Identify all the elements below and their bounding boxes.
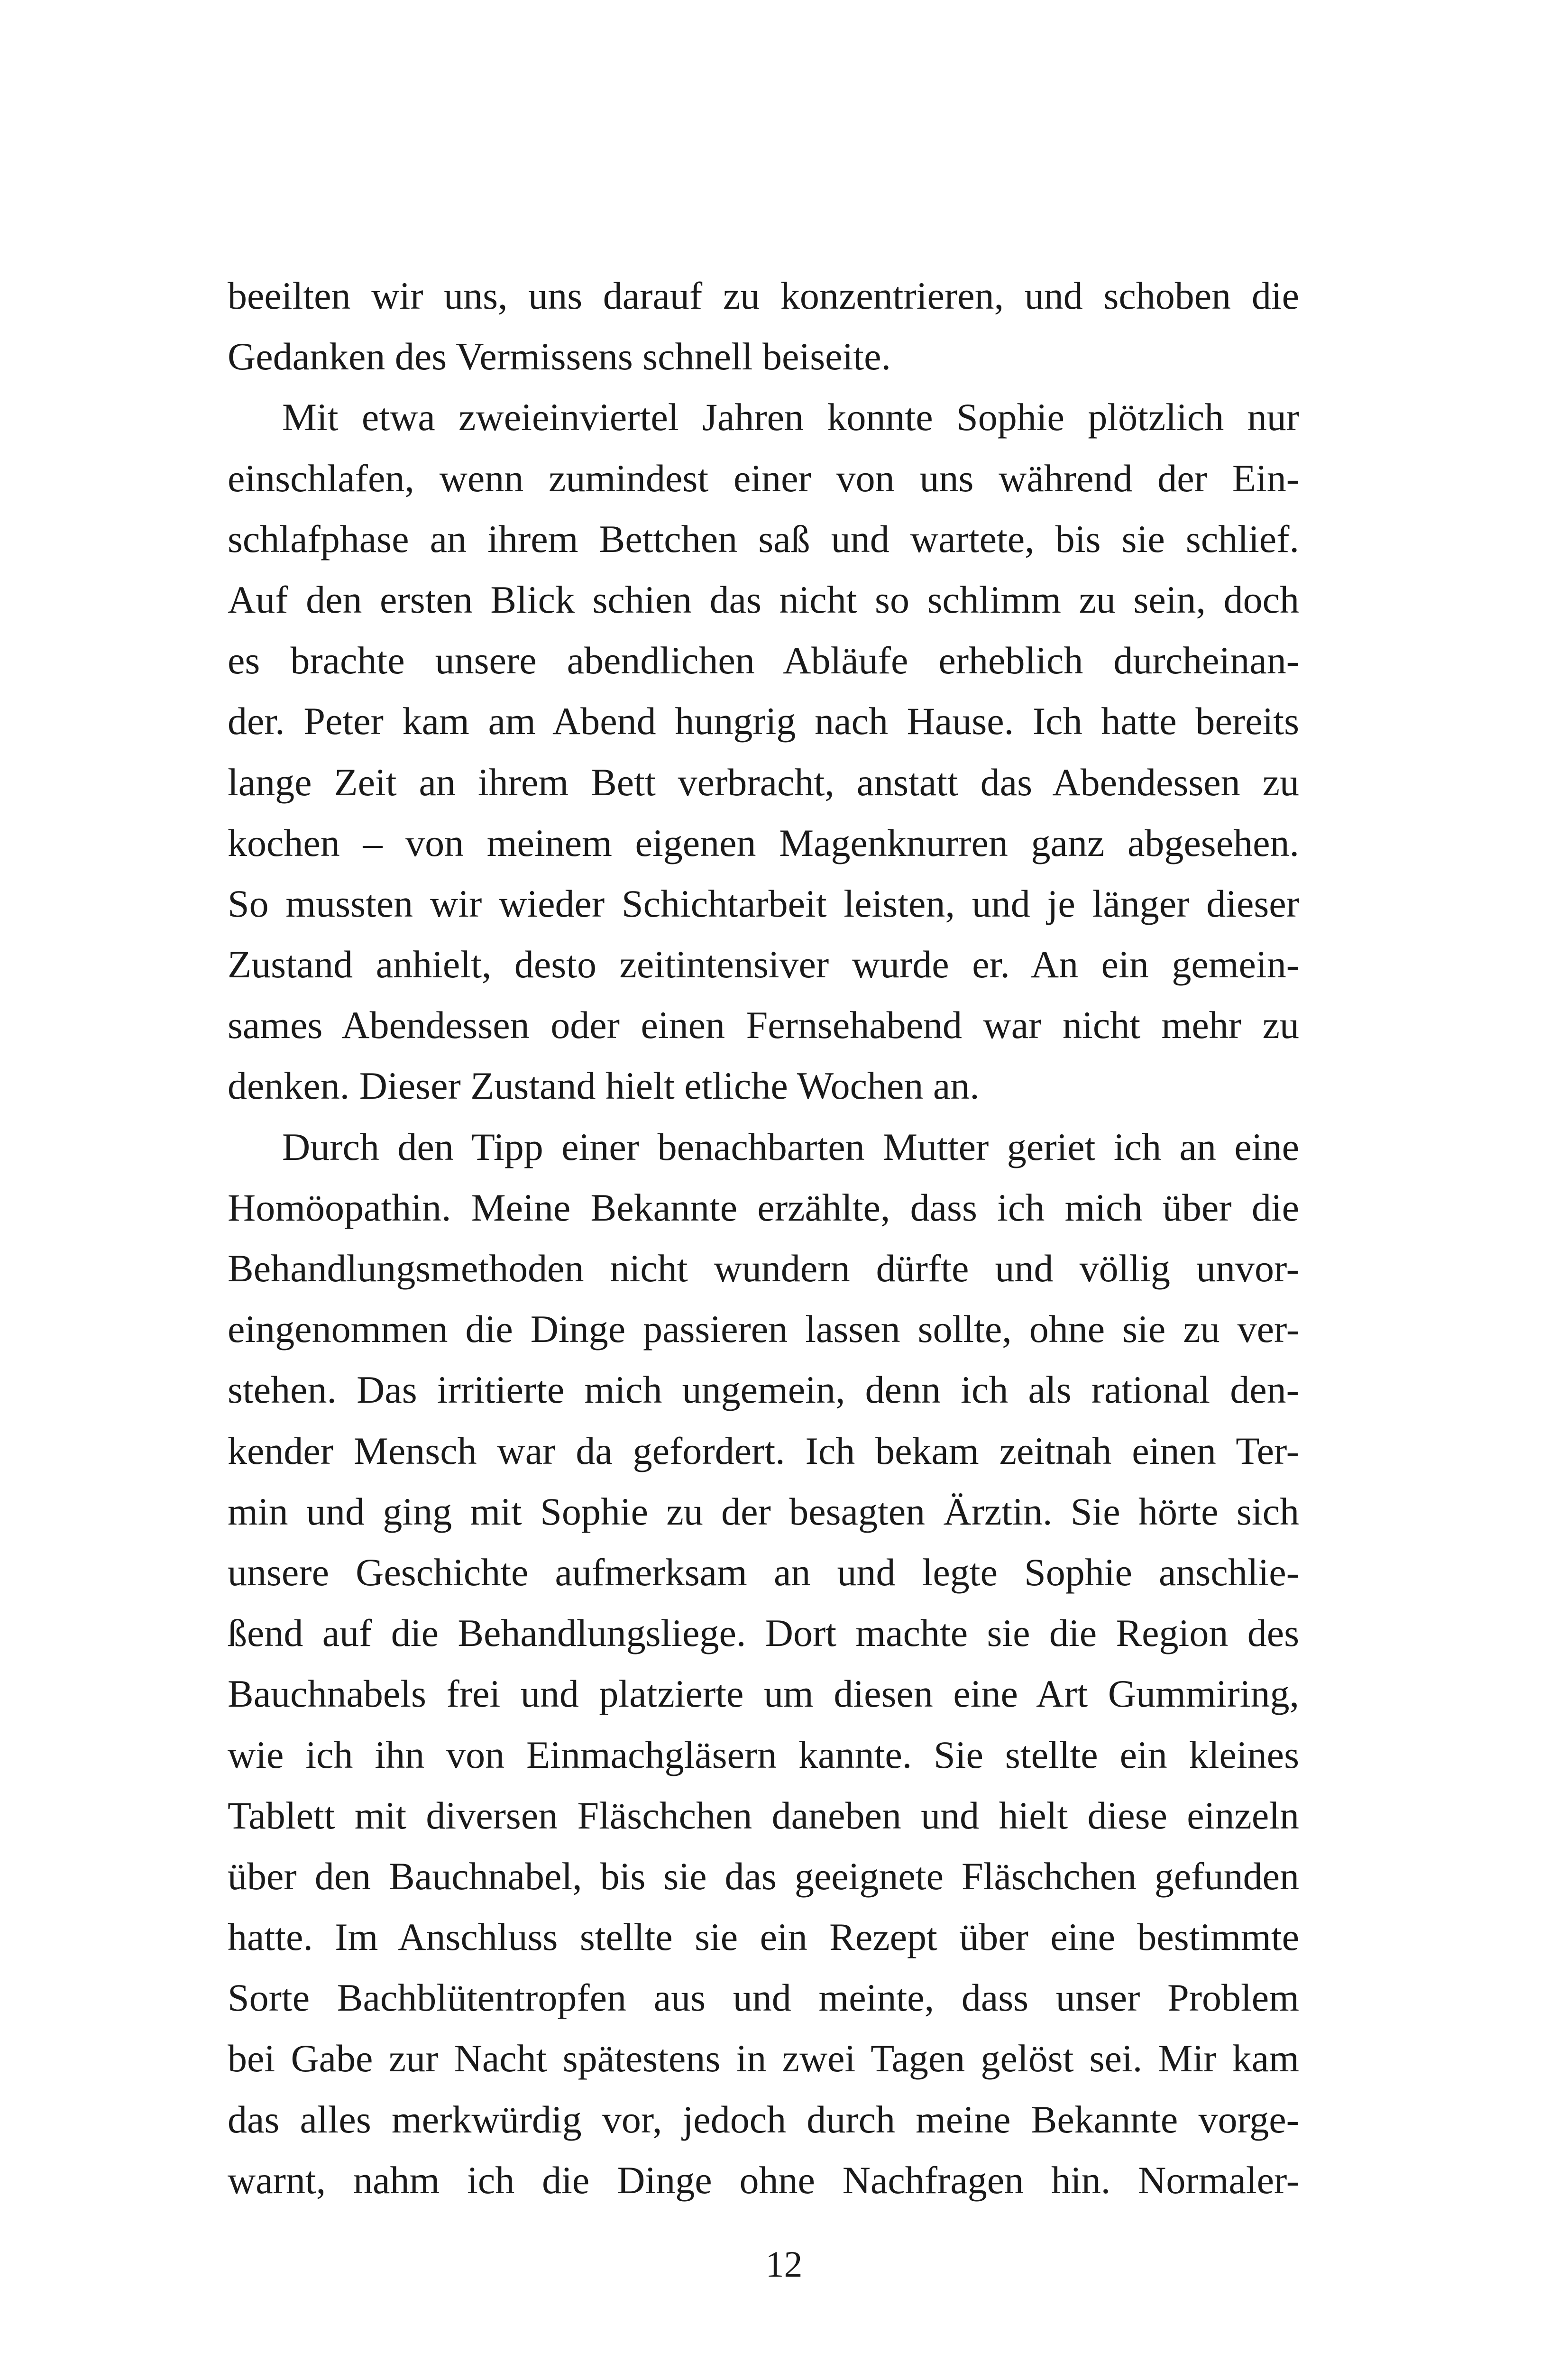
text-line: hatte. Im Anschluss stellte sie ein Rezept über eine bestimmte: [228, 1915, 1299, 1959]
text-line: das alles merkwürdig vor, jedoch durch meine Bekannte vorge-: [228, 2097, 1299, 2141]
text-line: lange Zeit an ihrem Bett verbracht, anstatt das Abendessen zu: [228, 760, 1299, 804]
body-text: [228, 266, 1299, 2211]
text-line: schlafphase an ihrem Bettchen saß und wartete, bis sie schlief.: [228, 517, 1299, 561]
text-line: Zustand anhielt, desto zeitintensiver wurde er. An ein gemein-: [228, 943, 1299, 986]
text-line: stehen. Das irritierte mich ungemein, denn ich als rational den-: [228, 1368, 1299, 1412]
text-line: Bauchnabels frei und platzierte um diesen eine Art Gummiring,: [228, 1672, 1299, 1716]
text-line: warnt, nahm ich die Dinge ohne Nachfragen hin. Normaler-: [228, 2158, 1299, 2202]
text-line: Auf den ersten Blick schien das nicht so schlimm zu sein, doch: [228, 578, 1299, 621]
text-line: min und ging mit Sophie zu der besagten Ärztin. Sie hörte sich: [228, 1489, 1299, 1533]
text-line: Behandlungsmethoden nicht wundern dürfte und völlig unvor-: [228, 1247, 1299, 1290]
text-line: bei Gabe zur Nacht spätestens in zwei Tagen gelöst sei. Mir kam: [228, 2037, 1299, 2080]
text-line: denken. Dieser Zustand hielt etliche Wochen an.: [228, 1064, 980, 1108]
text-line: beeilten wir uns, uns darauf zu konzentrieren, und schoben die: [228, 274, 1299, 317]
text-line: sames Abendessen oder einen Fernsehabend war nicht mehr zu: [228, 1003, 1299, 1047]
text-line: kochen – von meinem eigenen Magenknurren ganz abgesehen.: [228, 821, 1299, 864]
text-line: eingenommen die Dinge passieren lassen sollte, ohne sie zu ver-: [228, 1307, 1299, 1351]
text-line: über den Bauchnabel, bis sie das geeignete Fläschchen gefunden: [228, 1854, 1299, 1898]
text-line: Tablett mit diversen Fläschchen daneben und hielt diese einzeln: [228, 1793, 1299, 1837]
text-line: Durch den Tipp einer benachbarten Mutter geriet ich an eine: [282, 1125, 1299, 1168]
text-line: ßend auf die Behandlungsliege. Dort machte sie die Region des: [228, 1611, 1299, 1655]
text-line: wie ich ihn von Einmachgläsern kannte. Sie stellte ein kleines: [228, 1733, 1299, 1776]
text-line: einschlafen, wenn zumindest einer von uns während der Ein-: [228, 456, 1299, 500]
text-line: der. Peter kam am Abend hungrig nach Hause. Ich hatte bereits: [228, 699, 1299, 743]
text-line: kender Mensch war da gefordert. Ich bekam zeitnah einen Ter-: [228, 1429, 1299, 1472]
text-line: Sorte Bachblütentropfen aus und meinte, dass unser Problem: [228, 1976, 1299, 2020]
text-line: Homöopathin. Meine Bekannte erzählte, dass ich mich über die: [228, 1186, 1299, 1229]
page-number: 12: [765, 2243, 803, 2285]
text-line: So mussten wir wieder Schichtarbeit leisten, und je länger dieser: [228, 882, 1299, 925]
text-line: unsere Geschichte aufmerksam an und legte Sophie anschlie-: [228, 1550, 1299, 1594]
text-line: Gedanken des Vermissens schnell beiseite.: [228, 335, 891, 378]
text-line: Mit etwa zweieinviertel Jahren konnte Sophie plötzlich nur: [282, 395, 1299, 439]
text-line: es brachte unsere abendlichen Abläufe erheblich durcheinan-: [228, 639, 1299, 682]
